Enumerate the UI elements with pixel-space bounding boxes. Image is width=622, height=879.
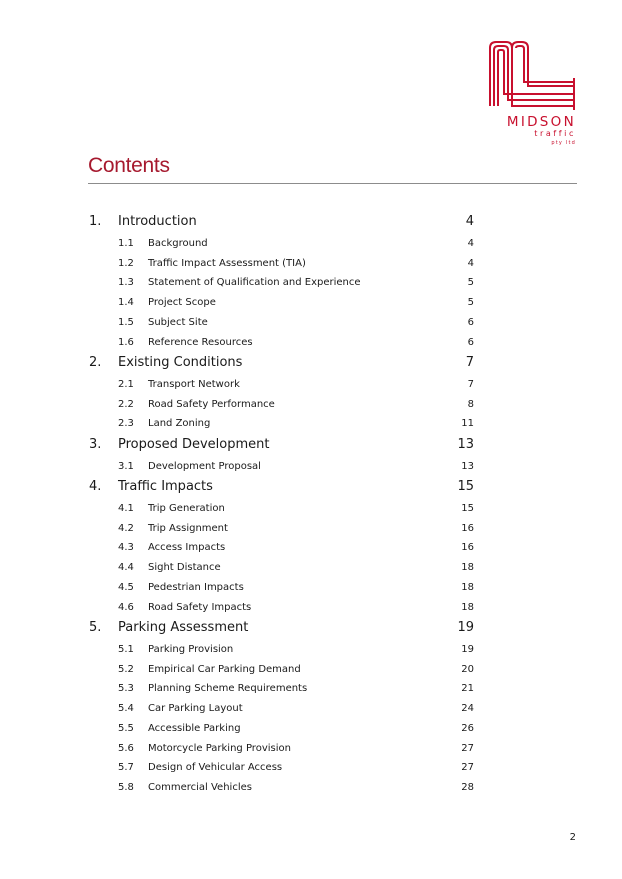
toc-entry[interactable] bbox=[0, 600, 622, 618]
toc-section[interactable] bbox=[0, 437, 622, 455]
toc-entry-num: 1.2 bbox=[118, 257, 134, 269]
toc-entry-page: 13 bbox=[461, 461, 474, 472]
toc-section[interactable] bbox=[0, 479, 622, 497]
toc-entry-num: 4.1 bbox=[118, 503, 134, 514]
toc-entry-num: 4.6 bbox=[118, 601, 134, 613]
toc-entry-label: Empirical Car Parking Demand bbox=[148, 663, 301, 675]
toc-section-page: 19 bbox=[457, 620, 474, 635]
toc-section-page: 15 bbox=[457, 479, 474, 494]
toc-entry-label: Land Zoning bbox=[148, 418, 211, 430]
toc-entry-label: Statement of Qualification and Experience bbox=[148, 277, 361, 289]
toc-section[interactable] bbox=[0, 355, 622, 373]
toc-entry-num: 2.3 bbox=[118, 418, 134, 430]
toc-entry[interactable] bbox=[0, 521, 622, 539]
toc-entry-num: 5.8 bbox=[118, 781, 134, 793]
toc-entry[interactable] bbox=[0, 721, 622, 739]
toc-entry-num: 5.7 bbox=[118, 762, 134, 774]
toc-entry-label: Subject Site bbox=[148, 316, 208, 328]
toc-entry-label: Trip Generation bbox=[148, 503, 225, 514]
toc-entry-num: 1.6 bbox=[118, 336, 134, 348]
toc-entry-page: 27 bbox=[461, 742, 474, 754]
toc-entry-num: 5.5 bbox=[118, 722, 134, 734]
toc-entry-page: 19 bbox=[461, 644, 474, 655]
toc-entry-num: 5.1 bbox=[118, 644, 134, 655]
toc-section[interactable] bbox=[0, 214, 622, 232]
toc-entry-label: Background bbox=[148, 238, 208, 249]
toc-entry-label: Design of Vehicular Access bbox=[148, 762, 283, 774]
toc-entry-label: Traffic Impact Assessment (TIA) bbox=[148, 257, 306, 269]
toc-entry-label: Transport Network bbox=[148, 379, 240, 390]
toc-section-label: Traffic Impacts bbox=[118, 479, 213, 494]
toc-entry-label: Pedestrian Impacts bbox=[148, 581, 244, 593]
page-number: 2 bbox=[569, 832, 576, 843]
toc-section-label: Parking Assessment bbox=[118, 620, 249, 635]
page-title: Contents bbox=[88, 154, 170, 177]
toc-entry-label: Car Parking Layout bbox=[148, 703, 243, 715]
toc-entry-label: Trip Assignment bbox=[148, 522, 228, 534]
toc-entry-page: 24 bbox=[461, 703, 474, 715]
toc-entry-num: 4.3 bbox=[118, 542, 134, 554]
toc-entry[interactable] bbox=[0, 459, 622, 477]
toc-entry-page: 21 bbox=[461, 683, 474, 695]
toc-entry[interactable] bbox=[0, 540, 622, 558]
logo-sub-text: traffic bbox=[534, 129, 576, 138]
toc-entry[interactable] bbox=[0, 236, 622, 254]
toc-entry-page: 26 bbox=[461, 722, 474, 734]
toc-entry[interactable] bbox=[0, 760, 622, 778]
toc-section-label: Proposed Development bbox=[118, 437, 270, 452]
toc-entry-page: 4 bbox=[467, 238, 474, 249]
toc-section-num: 1. bbox=[89, 214, 102, 229]
toc-section-num: 2. bbox=[89, 355, 102, 370]
toc-entry-label: Sight Distance bbox=[148, 562, 221, 574]
toc-entry-page: 8 bbox=[467, 398, 474, 410]
toc-entry-num: 3.1 bbox=[118, 461, 134, 472]
toc-entry[interactable] bbox=[0, 662, 622, 680]
toc-entry-page: 4 bbox=[467, 257, 474, 269]
toc-entry-page: 16 bbox=[461, 542, 474, 554]
toc-entry[interactable] bbox=[0, 377, 622, 395]
toc-entry-label: Road Safety Performance bbox=[148, 398, 275, 410]
toc-entry-label: Accessible Parking bbox=[148, 722, 241, 734]
toc-entry-num: 4.5 bbox=[118, 581, 134, 593]
toc-section-page: 7 bbox=[465, 355, 474, 370]
toc-section-label: Introduction bbox=[118, 214, 197, 229]
midson-logo bbox=[486, 38, 578, 148]
toc-entry-num: 5.6 bbox=[118, 742, 134, 754]
toc-entry-label: Development Proposal bbox=[148, 461, 261, 472]
toc-entry[interactable] bbox=[0, 416, 622, 434]
toc-entry-num: 1.5 bbox=[118, 316, 134, 328]
toc-entry-page: 7 bbox=[467, 379, 474, 390]
toc-entry-num: 2.1 bbox=[118, 379, 134, 390]
toc-entry-num: 4.2 bbox=[118, 522, 134, 534]
toc-entry[interactable] bbox=[0, 397, 622, 415]
toc-entry-label: Project Scope bbox=[148, 297, 216, 309]
toc-entry-label: Commercial Vehicles bbox=[148, 781, 252, 793]
toc-entry-label: Parking Provision bbox=[148, 644, 234, 655]
toc-entry-label: Reference Resources bbox=[148, 336, 253, 348]
toc-entry-num: 5.4 bbox=[118, 703, 134, 715]
toc-entry-page: 20 bbox=[461, 663, 474, 675]
logo-pty-text: pty ltd bbox=[551, 140, 576, 146]
toc-entry-label: Access Impacts bbox=[148, 542, 226, 554]
toc-entry[interactable] bbox=[0, 315, 622, 333]
toc-entry[interactable] bbox=[0, 701, 622, 719]
toc-entry[interactable] bbox=[0, 256, 622, 274]
toc-entry[interactable] bbox=[0, 335, 622, 353]
toc-entry-num: 5.3 bbox=[118, 683, 134, 695]
toc-entry-page: 6 bbox=[467, 336, 474, 348]
toc-entry[interactable] bbox=[0, 580, 622, 598]
toc-entry-page: 6 bbox=[467, 316, 474, 328]
toc-entry-num: 5.2 bbox=[118, 663, 134, 675]
toc-entry-page: 11 bbox=[461, 418, 474, 430]
toc-entry-page: 5 bbox=[467, 277, 474, 289]
toc-section-num: 4. bbox=[89, 479, 102, 494]
logo-brand-text: MIDSON bbox=[506, 114, 576, 130]
toc-entry-page: 5 bbox=[467, 297, 474, 309]
toc-entry[interactable] bbox=[0, 741, 622, 759]
toc-entry-num: 4.4 bbox=[118, 562, 134, 574]
toc-entry[interactable] bbox=[0, 780, 622, 798]
toc-entry-page: 15 bbox=[461, 503, 474, 514]
toc-entry-page: 16 bbox=[461, 522, 474, 534]
toc-section[interactable] bbox=[0, 620, 622, 638]
toc-section-label: Existing Conditions bbox=[118, 355, 243, 370]
toc-entry[interactable] bbox=[0, 501, 622, 519]
toc-entry-label: Road Safety Impacts bbox=[148, 601, 252, 613]
toc-section-num: 3. bbox=[89, 437, 102, 452]
toc-entry-page: 18 bbox=[461, 581, 474, 593]
title-divider bbox=[88, 183, 577, 184]
toc-entry-page: 18 bbox=[461, 601, 474, 613]
toc-section-page: 13 bbox=[457, 437, 474, 452]
toc-entry-label: Motorcycle Parking Provision bbox=[148, 742, 291, 754]
toc-entry[interactable] bbox=[0, 560, 622, 578]
toc-entry-num: 1.4 bbox=[118, 297, 134, 309]
toc-entry-num: 1.3 bbox=[118, 277, 134, 289]
midson-logo-icon bbox=[486, 38, 578, 110]
toc-section-page: 4 bbox=[465, 214, 474, 229]
toc-entry[interactable] bbox=[0, 642, 622, 660]
toc-entry[interactable] bbox=[0, 275, 622, 293]
toc-entry[interactable] bbox=[0, 681, 622, 699]
toc-entry-page: 18 bbox=[461, 562, 474, 574]
toc-section-num: 5. bbox=[89, 620, 102, 635]
toc-entry-num: 2.2 bbox=[118, 398, 134, 410]
toc-entry-num: 1.1 bbox=[118, 238, 134, 249]
toc-entry-label: Planning Scheme Requirements bbox=[148, 683, 308, 695]
toc-entry-page: 28 bbox=[461, 781, 474, 793]
toc-entry-page: 27 bbox=[461, 762, 474, 774]
toc-entry[interactable] bbox=[0, 295, 622, 313]
